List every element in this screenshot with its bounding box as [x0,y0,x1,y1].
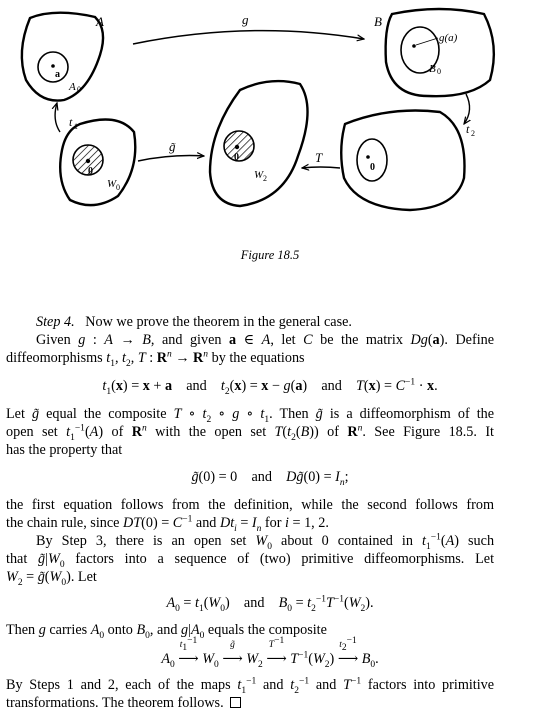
region-t2B [341,111,464,211]
equation-property: g̃(0) = 0 and Dg̃(0) = $I_n$; [191,469,349,488]
figure-caption: Figure 18.5 [240,248,300,262]
label-W2-sub: 2 [263,174,267,183]
text-line: $W_2$ = $g̃(W_0)$. Let [6,569,97,588]
label-T: T [315,150,323,165]
label-zero-right: 0 [370,162,375,173]
label-B0-sub: 0 [437,67,441,76]
arrow-t1 [55,103,60,132]
label-g: g [242,12,249,27]
text-line: the chain rule, since $DT(0) = C^{-1}$ and $Dt_i = I_n$ for i = 1, 2. [6,514,329,534]
figure-18-5 [0,0,540,240]
text-line: diffeomorphisms $t_1$, $t_2$, T : $R^n \to R^n$ by the equations [6,349,305,369]
label-zero-left: 0 [88,166,93,177]
point-a [51,64,55,68]
label-t2: t [466,122,470,136]
point-zero-left [86,159,90,163]
label-t2-sub: 2 [471,129,475,138]
qed-box [230,697,241,708]
arrow-g-tilde [138,156,204,161]
text-line: By Steps 1 and 2, each of the maps $t_1^{-1}$ and $t_2^{-1}$ and $T^{-1}$ factors into primitive [6,676,495,696]
text-line: Then g carries $A_0$ onto $B_0$, and $g|A_0$ equals the composite [6,622,327,641]
paragraph-step3: By Step 3, there is an open set $W_0$ about 0 contained in $t_1^{-1}(A)$ such [36,532,495,552]
label-zero-mid: 0 [234,152,239,163]
region-A [22,13,103,101]
label-A: A [96,14,104,29]
label-A0-sub: 0 [77,85,81,94]
label-A0: A [69,81,76,93]
label-t1: t [69,115,73,129]
point-zero-mid [235,145,239,149]
arrow-g [133,31,364,44]
region-t2B0 [357,139,387,181]
arrow-T [302,167,340,168]
label-W0: W [107,178,117,190]
paragraph-step4: Step 4. Now we prove the theorem in the general case. [36,314,352,330]
label-B: B [374,14,382,29]
text-line: the first equation follows from the definition, while the second follows from [6,497,494,513]
label-g-tilde: g̃ [169,139,176,154]
paragraph-given: Given g : A → B, and given a ∈ A, let C be the matrix Dg(a). Define [36,332,495,348]
point-zero-right [366,155,370,159]
text-line: Let g̃ equal the composite T ∘ $t_2$ ∘ g ∘ $t_1$. Then g̃ is a diffeomorphism of the [6,406,495,425]
label-t1-sub: 1 [74,122,78,131]
arrow-t2 [464,94,470,124]
label-W2: W [254,169,264,181]
label-a: a [55,69,60,80]
region-W2-hatched [224,131,254,161]
text-line: transformations. The theorem follows. [6,694,241,712]
label-ga: g(a) [439,32,458,44]
text-line: has the property that [6,442,123,458]
text-line: open set $t_1^{-1}(A)$ of $R^n$ with the open set $T(t_2(B))$ of $R^n$. See Figure 18.5. It [6,423,494,443]
equation-composite: $A_0$ $t_1^{-1}$ ⟶ $W_0$ g̃ ⟶ $W_2$ $T^{-1}$ ⟶ $T^{-1}(W_2)$ $t_2^{-1}$ ⟶ $B_0$. [161,636,379,670]
equation-A0-B0: $A_0 = t_1(W_0)$ and $B_0 = t_2^{-1}T^{-1}(W_2)$. [166,594,374,614]
label-B0: B [429,63,436,75]
label-W0-sub: 0 [116,183,120,192]
point-ga [412,44,416,48]
equation-definitions: $t_1(x) = x + a$ and $t_2(x) = x - g(a)$ and $T(x) = C^{-1} \cdot x$. [102,377,438,397]
text-line: that $g̃|W_0$ factors into a sequence of (two) primitive diffeomorphisms. Let [6,551,495,570]
